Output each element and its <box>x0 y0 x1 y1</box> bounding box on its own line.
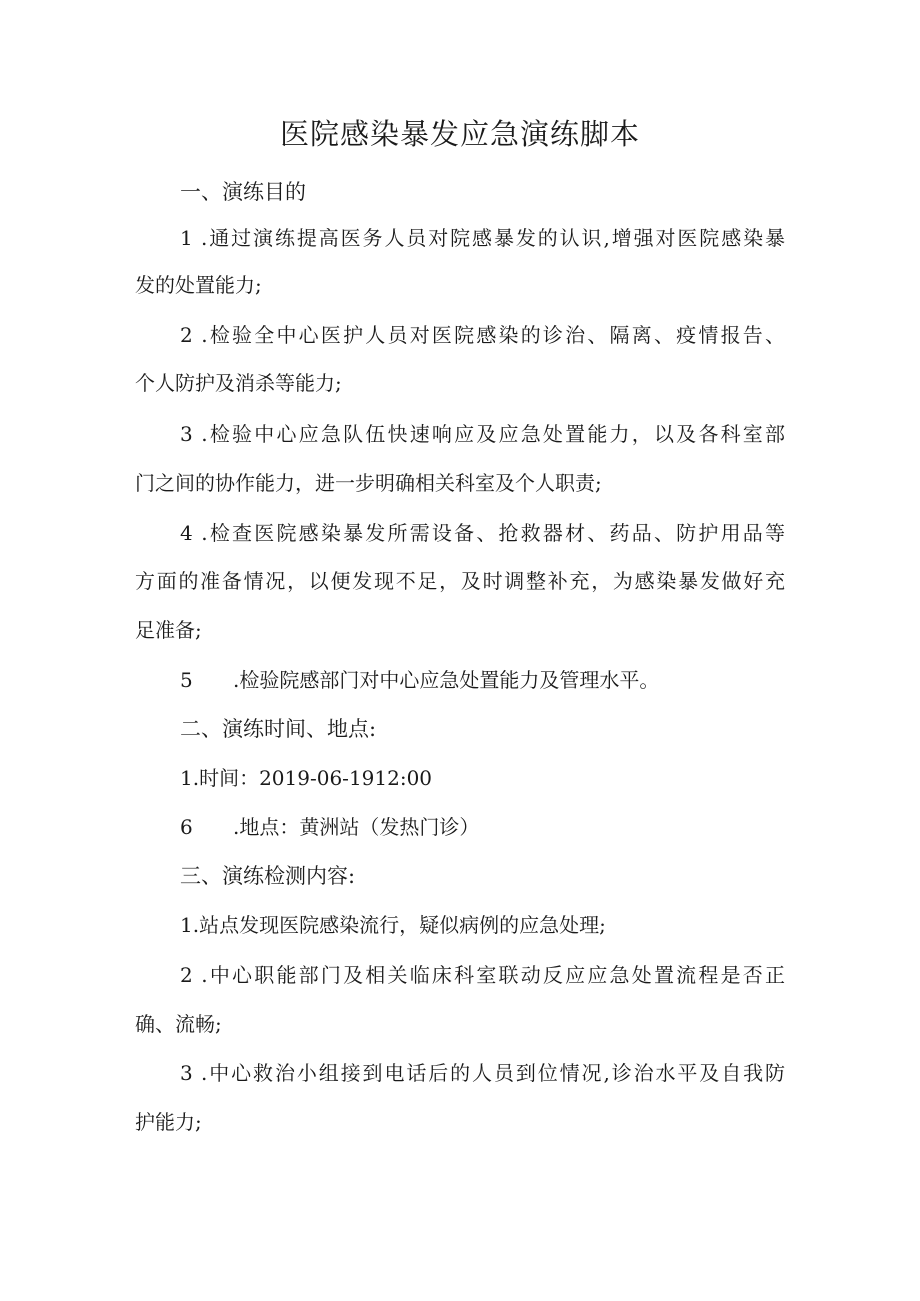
paragraph-line: 门之间的协作能力，进一步明确相关科室及个人职责; <box>135 471 602 495</box>
paragraph-line: 发的处置能力; <box>135 273 262 297</box>
list-number: 6 <box>180 815 193 839</box>
list-number: 5 <box>180 668 193 692</box>
paragraph-line: 1.时间：2019-06-1912:00 <box>180 766 433 790</box>
paragraph-line: 1 .通过演练提高医务人员对院感暴发的认识,增强对医院感染暴 <box>180 226 785 250</box>
paragraph-line: 1.站点发现医院感染流行，疑似病例的应急处理; <box>180 913 606 937</box>
paragraph-line: .检验院感部门对中心应急处置能力及管理水平。 <box>233 668 660 692</box>
document-title: 医院感染暴发应急演练脚本 <box>279 117 640 151</box>
paragraph-line: 护能力; <box>135 1110 202 1134</box>
section-heading-time-place: 二、演练时间、地点: <box>180 717 377 741</box>
paragraph-line: 方面的准备情况，以便发现不足，及时调整补充，为感染暴发做好充 <box>135 569 785 593</box>
paragraph-line: 3 .检验中心应急队伍快速响应及应急处置能力，以及各科室部 <box>180 422 785 446</box>
paragraph-line: 确、流畅; <box>135 1012 222 1036</box>
paragraph-line: .地点：黄洲站（发热门诊） <box>233 815 480 839</box>
section-heading-purpose: 一、演练目的 <box>180 180 306 204</box>
paragraph-line: 足准备; <box>135 618 202 642</box>
paragraph-line: 2 .中心职能部门及相关临床科室联动反应应急处置流程是否正 <box>180 963 785 987</box>
paragraph-line: 4 .检查医院感染暴发所需设备、抢救器材、药品、防护用品等 <box>180 521 785 545</box>
section-heading-content: 三、演练检测内容: <box>180 864 356 888</box>
paragraph-line: 2 .检验全中心医护人员对医院感染的诊治、隔离、疫情报告、 <box>180 323 785 347</box>
paragraph-line: 3 .中心救治小组接到电话后的人员到位情况,诊治水平及自我防 <box>180 1061 785 1085</box>
paragraph-line: 个人防护及消杀等能力; <box>135 371 342 395</box>
